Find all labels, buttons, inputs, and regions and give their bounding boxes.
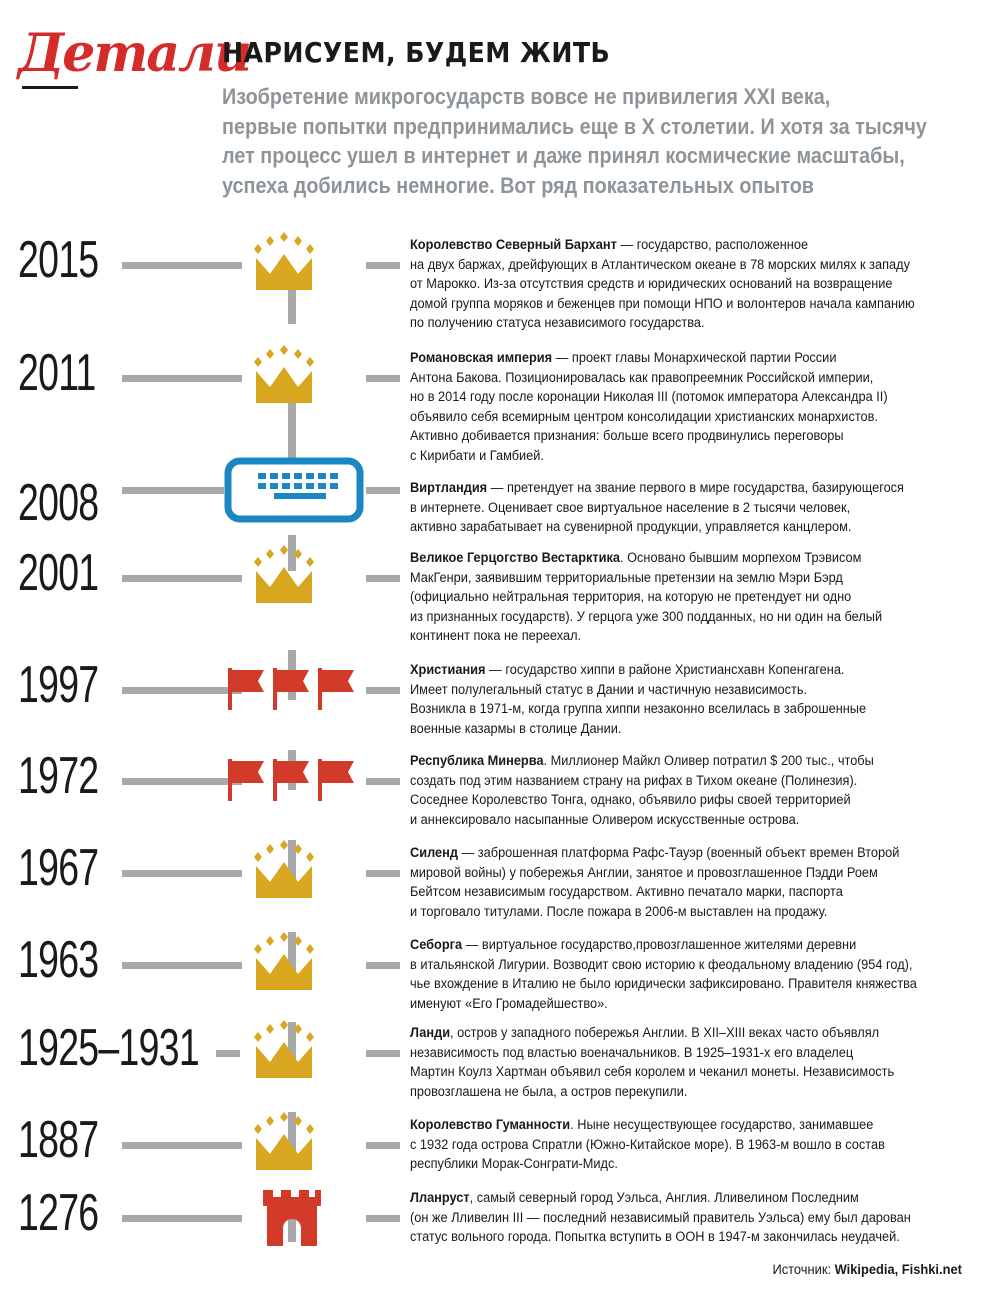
entry-name: Королевство Гуманности [410,1117,571,1133]
description-text: — виртуальное государство,провозглашенное жителями деревни [462,937,857,953]
entry-name: Республика Минерва [410,753,544,769]
description-line: республики Морак-Сонграти-Мидс. [410,1156,618,1172]
year-connector [122,375,242,382]
description-text: . Ныне несуществующее государство, занимавшее [570,1117,874,1133]
entry-year: 2011 [18,344,96,402]
description-connector [366,262,400,269]
description-connector [366,1050,400,1057]
description-line: и аннексировало насыпанные Оливером искусственные острова. [410,811,800,828]
crown-icon [252,1112,316,1179]
year-connector [122,487,224,494]
description-connector [366,575,400,582]
entry-name: Ланди [410,1025,451,1041]
year-connector [122,575,242,582]
entry-name: Себорга [410,937,463,953]
year-connector [216,1050,240,1057]
entry-description [410,1024,986,1102]
entry-name: Королевство Северный Бархант [410,237,617,253]
description-connector [366,962,400,969]
description-line: по получению статуса независимого государства. [410,315,705,331]
description-line: создать под этим названием страну на рифах в Тихом океане (Полинезия). [410,772,858,789]
entry-year: 1963 [18,931,99,989]
entry-description [410,549,986,647]
description-connector [366,778,400,785]
year-connector [122,870,242,877]
flags-icon [228,668,358,717]
description-text: — государство, расположенное [616,237,809,253]
description-line: Возникла в 1971-м, когда группа хиппи незаконно вселилась в заброшенные [410,701,867,717]
tower-icon [261,1190,323,1251]
entry-description [410,1189,986,1248]
description-line [410,1116,986,1136]
entry-year: 2001 [18,544,99,602]
entry-year: 1887 [18,1111,99,1169]
description-line [410,844,986,864]
description-connector [366,1142,400,1149]
entry-name: Великое Герцогство Вестарктика [410,550,621,566]
description-line: из признанных государств). У герцога уже 300 подданных, но ни один на белый [410,608,883,625]
description-line: (он же Лливелин III — последний независимый правитель Уэльса) ему был дарован [410,1209,911,1226]
entry-description [410,349,986,466]
entry-name: Силенд [410,845,458,861]
description-line: независимость под властью военачальников. В 1925–1931-х его владелец [410,1044,854,1061]
description-line: военные казармы в столице Дании. [410,720,622,737]
description-connector [366,375,400,382]
year-connector [122,1142,242,1149]
description-connector [366,487,400,494]
description-line: с Кирибати и Гамбией. [410,447,544,464]
entry-name: Лланруст [410,1190,470,1206]
description-line: на двух баржах, дрейфующих в Атлантическом океане в 78 морских милях к западу [410,256,910,273]
lead-line: успеха добились немногие. Вот ряд показательных опытов [222,172,814,198]
description-line: и торговало титулами. После пожара в 2006-м выставлен на продажу. [410,903,828,920]
description-line: активно зарабатывает на сувенирной продукции, управляется канцлером. [410,519,852,535]
description-line: Соседнее Королевство Тонга, однако, объявило рифы своей территорией [410,792,851,808]
description-line: домой группа моряков и беженцев при помощи НПО и волонтеров начала кампанию [410,295,915,312]
entry-description [410,936,986,1014]
entry-year: 1925–1931 [18,1019,199,1077]
description-connector [366,687,400,694]
flags-icon [228,759,358,808]
entry-description [410,479,986,538]
description-line: Активно добивается признания: больше всего продвинулись переговоры [410,428,844,444]
logo-text: Детали [18,23,250,84]
description-line [410,752,986,772]
description-text: , остров у западного побережья Англии. В XII–XIII веках часто объявлял [450,1025,880,1041]
entry-description [410,1116,986,1175]
crown-icon [252,1020,316,1087]
description-text: — проект главы Монархической партии России [552,350,837,366]
description-text: . Основано бывшим морпехом Трэвисом [620,550,862,566]
lead-line: первые попытки предпринимались еще в X столетии. И хотя за тысячу [222,113,927,139]
source-value: Wikipedia, Fishki.net [834,1261,962,1277]
description-line: с 1932 года острова Спратли (Южно-Китайское море). В 1963-м вошло в состав [410,1136,885,1153]
entry-year: 1967 [18,839,99,897]
description-line: (официально нейтральная территория, на которую не претендует ни одно [410,589,852,605]
description-line: провозглашена не была, а остров перекупили. [410,1083,688,1100]
description-line: в интернете. Оценивает свое виртуальное население в 2 тысячи человек, [410,499,851,516]
description-text: . Миллионер Майкл Оливер потратил $ 200 тыс., чтобы [543,753,874,769]
logo-rule [22,86,78,89]
entry-year: 2015 [18,231,99,289]
description-line: объявило себя всемирным центром консолидации христианских монархистов. [410,408,878,425]
description-line: мировой войны) у побережья Англии, занятое и провозглашенное Пэдди Роем [410,864,878,881]
year-connector [122,962,242,969]
description-line: именуют «Его Громадейшество». [410,995,608,1012]
description-line: Антона Бакова. Позиционировалась как правопреемник Российской империи, [410,369,874,386]
description-line: статус вольного города. Попытка вступить в ООН в 1947-м закончилась неудачей. [410,1229,900,1245]
year-connector [122,1215,242,1222]
entry-name: Романовская империя [410,350,553,366]
description-line: от Марокко. Из-за отсутствия средств и юридических оснований на возвращение [410,276,893,292]
description-line [410,236,986,256]
description-text: — претендует на звание первого в мире государства, базирующегося [487,480,904,496]
year-connector [122,687,242,694]
description-line: Бейтсом независимым государством. Активно печатало марки, паспорта [410,884,843,900]
logo [18,22,250,86]
year-connector [122,778,242,785]
description-line: континент пока не переехал. [410,628,582,644]
entry-description [410,752,986,830]
description-line: но в 2014 году после коронации Николая III (потомок императора Александра II) [410,389,888,405]
source-credit [773,1261,962,1277]
page-title: НАРИСУЕМ, БУДЕМ ЖИТЬ [222,36,611,69]
lead-line: лет процесс ушел в интернет и даже принял космические масштабы, [222,143,905,168]
description-connector [366,870,400,877]
year-connector [122,262,242,269]
entry-name: Христиания [410,662,486,678]
description-text: — заброшенная платформа Рафс-Тауэр (военный объект времен Второй [457,845,900,861]
entry-name: Виртландия [410,480,488,496]
lead-line: Изобретение микрогосударств вовсе не привилегия XXI века, [222,84,831,109]
description-line: МакГенри, заявившим территориальные претензии на землю Мэри Бэрд [410,569,843,586]
description-line: Имеет полулегальный статус в Дании и частичную независимость. [410,681,808,698]
crown-icon [252,345,316,412]
lead-paragraph [222,82,942,200]
keyboard-icon [224,457,364,528]
entry-description [410,844,986,922]
source-label: Источник: [772,1261,835,1277]
entry-year: 1972 [18,747,99,805]
description-text: — государство хиппи в районе Христиансхавн Копенгагена. [485,662,845,678]
crown-icon [252,545,316,612]
crown-icon [252,932,316,999]
description-line [410,549,986,569]
description-line [410,349,986,369]
entry-year: 1997 [18,656,99,714]
description-text: , самый северный город Уэльса, Англия. Лливелином Последним [469,1190,859,1206]
description-line [410,479,986,499]
entry-year: 1276 [18,1184,99,1242]
entry-description [410,661,986,739]
crown-icon [252,232,316,299]
description-line [410,1189,986,1209]
entry-description [410,236,986,334]
entry-year: 2008 [18,474,99,532]
description-connector [366,1215,400,1222]
description-line [410,936,986,956]
description-line: в итальянской Лигурии. Возводит свою историю к феодальному владению (954 год), [410,956,913,973]
description-line: Мартин Коулз Хартман объявил себя королем и чеканил монеты. Независимость [410,1064,895,1080]
description-line [410,661,986,681]
description-line [410,1024,986,1044]
description-line: чье вхождение в Италию не было юридически зафиксировано. Правителя княжества [410,976,917,992]
crown-icon [252,840,316,907]
